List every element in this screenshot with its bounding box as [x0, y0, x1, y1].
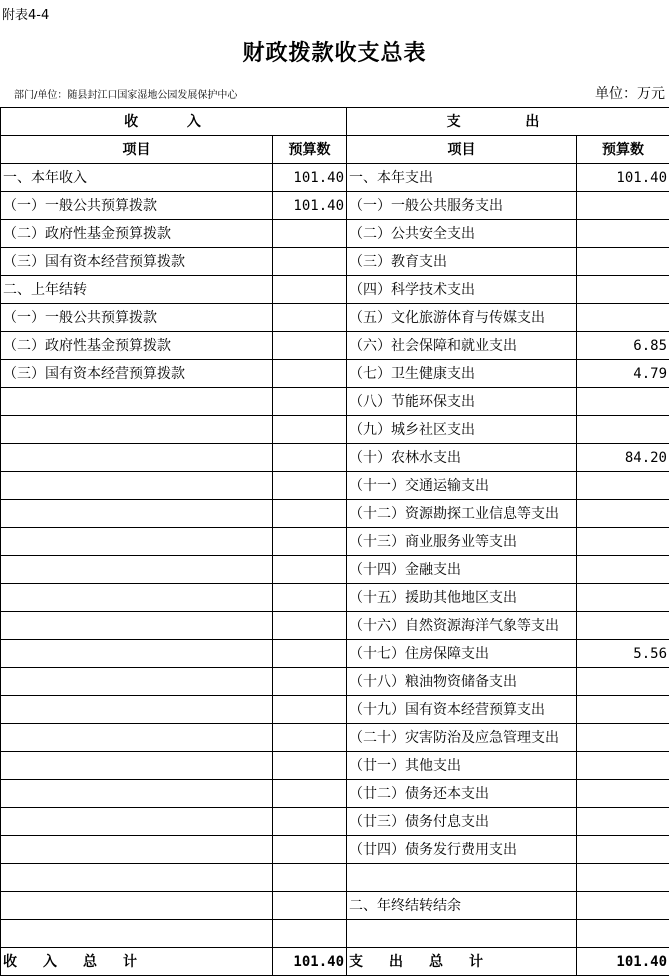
- expense-item-cell: [347, 920, 577, 948]
- income-item-cell: [1, 584, 273, 612]
- expense-item-cell: （一）一般公共服务支出: [347, 192, 577, 220]
- expense-amount-cell: [577, 892, 669, 920]
- income-total-label: 收入总计: [1, 948, 273, 976]
- income-item-cell: （二）政府性基金预算拨款: [1, 332, 273, 360]
- income-item-cell: [1, 696, 273, 724]
- income-item-cell: [1, 668, 273, 696]
- income-item-header: 项目: [1, 136, 273, 164]
- expense-amount-cell: [577, 276, 669, 304]
- income-amount-cell: [273, 220, 347, 248]
- income-item-cell: （三）国有资本经营预算拨款: [1, 248, 273, 276]
- expense-amount-cell: [577, 752, 669, 780]
- table-row: [1, 416, 669, 444]
- table-row: [1, 192, 669, 220]
- expense-amount-cell: 101.40: [577, 164, 669, 192]
- income-item-cell: （一）一般公共预算拨款: [1, 192, 273, 220]
- table-row: [1, 528, 669, 556]
- unit-label: 单位：万元: [595, 83, 665, 103]
- expense-amount-cell: [577, 528, 669, 556]
- table-row: [1, 444, 669, 472]
- table-row: [1, 780, 669, 808]
- expense-item-cell: （十一）交通运输支出: [347, 472, 577, 500]
- section-header-row: [1, 108, 669, 136]
- expense-item-cell: （十三）商业服务业等支出: [347, 528, 577, 556]
- income-item-cell: （一）一般公共预算拨款: [1, 304, 273, 332]
- income-amount-cell: [273, 836, 347, 864]
- expense-amount-cell: 6.85: [577, 332, 669, 360]
- income-amount-cell: [273, 248, 347, 276]
- expense-item-cell: （十五）援助其他地区支出: [347, 584, 577, 612]
- income-item-cell: [1, 920, 273, 948]
- page-title: 财政拨款收支总表: [0, 36, 669, 67]
- income-amount-cell: [273, 668, 347, 696]
- table-row: [1, 248, 669, 276]
- budget-table: [0, 107, 669, 976]
- income-item-cell: [1, 640, 273, 668]
- expense-item-cell: （十八）粮油物资储备支出: [347, 668, 577, 696]
- table-row: [1, 640, 669, 668]
- income-amount-cell: [273, 808, 347, 836]
- expense-amount-cell: [577, 612, 669, 640]
- income-amount-cell: [273, 892, 347, 920]
- expense-item-cell: （二十）灾害防治及应急管理支出: [347, 724, 577, 752]
- income-item-cell: [1, 892, 273, 920]
- table-row: [1, 612, 669, 640]
- income-amount-cell: [273, 724, 347, 752]
- expense-item-cell: （十四）金融支出: [347, 556, 577, 584]
- table-row: [1, 276, 669, 304]
- expense-item-cell: 二、年终结转结余: [347, 892, 577, 920]
- table-row: [1, 360, 669, 388]
- income-amount-cell: [273, 416, 347, 444]
- income-amount-cell: [273, 780, 347, 808]
- table-row: [1, 864, 669, 892]
- expense-amount-cell: [577, 304, 669, 332]
- expense-amount-cell: 4.79: [577, 360, 669, 388]
- table-row: [1, 304, 669, 332]
- table-row: [1, 892, 669, 920]
- income-item-cell: [1, 500, 273, 528]
- income-item-cell: [1, 724, 273, 752]
- totals-row: [1, 948, 669, 976]
- income-item-cell: [1, 752, 273, 780]
- income-amount-cell: [273, 276, 347, 304]
- income-amount-cell: [273, 500, 347, 528]
- expense-item-cell: （十七）住房保障支出: [347, 640, 577, 668]
- table-row: [1, 920, 669, 948]
- expense-amount-cell: [577, 500, 669, 528]
- income-amount-cell: [273, 304, 347, 332]
- income-header: 收 入: [1, 108, 347, 136]
- income-amount-cell: [273, 612, 347, 640]
- expense-amount-cell: [577, 472, 669, 500]
- expense-item-cell: （十二）资源勘探工业信息等支出: [347, 500, 577, 528]
- expense-item-cell: （八）节能环保支出: [347, 388, 577, 416]
- expense-amount-cell: [577, 388, 669, 416]
- expense-item-cell: （廿一）其他支出: [347, 752, 577, 780]
- expense-amount-cell: [577, 696, 669, 724]
- income-item-cell: [1, 528, 273, 556]
- table-row: [1, 696, 669, 724]
- expense-item-cell: （十九）国有资本经营预算支出: [347, 696, 577, 724]
- expense-amount-cell: 5.56: [577, 640, 669, 668]
- expense-amount-cell: [577, 584, 669, 612]
- income-item-cell: [1, 836, 273, 864]
- expense-amount-cell: [577, 836, 669, 864]
- expense-amount-cell: [577, 248, 669, 276]
- income-item-cell: [1, 780, 273, 808]
- expense-item-cell: （二）公共安全支出: [347, 220, 577, 248]
- income-amount-cell: [273, 528, 347, 556]
- table-row: [1, 164, 669, 192]
- income-item-cell: 一、本年收入: [1, 164, 273, 192]
- income-amount-cell: [273, 332, 347, 360]
- expense-item-cell: （九）城乡社区支出: [347, 416, 577, 444]
- income-item-cell: 二、上年结转: [1, 276, 273, 304]
- income-amount-cell: [273, 584, 347, 612]
- table-row: [1, 808, 669, 836]
- expense-amount-cell: [577, 780, 669, 808]
- income-item-cell: [1, 808, 273, 836]
- expense-amount-cell: [577, 556, 669, 584]
- income-amount-cell: 101.40: [273, 192, 347, 220]
- column-header-row: [1, 136, 669, 164]
- income-item-cell: [1, 612, 273, 640]
- expense-amount-cell: [577, 220, 669, 248]
- income-amount-cell: [273, 696, 347, 724]
- expense-amount-cell: [577, 668, 669, 696]
- income-amount-cell: [273, 444, 347, 472]
- income-budget-header: 预算数: [273, 136, 347, 164]
- table-row: [1, 836, 669, 864]
- table-row: [1, 668, 669, 696]
- income-item-cell: [1, 864, 273, 892]
- expense-item-cell: （十）农林水支出: [347, 444, 577, 472]
- table-row: [1, 472, 669, 500]
- expense-item-cell: （廿三）债务付息支出: [347, 808, 577, 836]
- expense-item-cell: （三）教育支出: [347, 248, 577, 276]
- expense-budget-header: 预算数: [577, 136, 669, 164]
- expense-item-cell: （廿四）债务发行费用支出: [347, 836, 577, 864]
- expense-total-amount: 101.40: [577, 948, 669, 976]
- expense-amount-cell: [577, 192, 669, 220]
- expense-header: 支 出: [347, 108, 669, 136]
- income-item-cell: [1, 444, 273, 472]
- income-amount-cell: [273, 920, 347, 948]
- department-label: 部门/单位：随县封江口国家湿地公园发展保护中心: [14, 86, 237, 101]
- expense-item-cell: （十六）自然资源海洋气象等支出: [347, 612, 577, 640]
- table-row: [1, 220, 669, 248]
- income-amount-cell: [273, 556, 347, 584]
- table-row: [1, 724, 669, 752]
- income-item-cell: （二）政府性基金预算拨款: [1, 220, 273, 248]
- table-row: [1, 332, 669, 360]
- expense-item-header: 项目: [347, 136, 577, 164]
- expense-amount-cell: [577, 724, 669, 752]
- expense-amount-cell: [577, 920, 669, 948]
- expense-item-cell: （四）科学技术支出: [347, 276, 577, 304]
- expense-amount-cell: [577, 864, 669, 892]
- income-amount-cell: [273, 752, 347, 780]
- expense-amount-cell: [577, 808, 669, 836]
- expense-total-label: 支出总计: [347, 948, 577, 976]
- table-row: [1, 556, 669, 584]
- income-item-cell: （三）国有资本经营预算拨款: [1, 360, 273, 388]
- income-item-cell: [1, 388, 273, 416]
- income-amount-cell: 101.40: [273, 164, 347, 192]
- expense-item-cell: （廿二）债务还本支出: [347, 780, 577, 808]
- income-total-amount: 101.40: [273, 948, 347, 976]
- income-amount-cell: [273, 864, 347, 892]
- table-row: [1, 388, 669, 416]
- income-item-cell: [1, 472, 273, 500]
- expense-item-cell: 一、本年支出: [347, 164, 577, 192]
- expense-item-cell: （六）社会保障和就业支出: [347, 332, 577, 360]
- income-amount-cell: [273, 640, 347, 668]
- expense-item-cell: （五）文化旅游体育与传媒支出: [347, 304, 577, 332]
- expense-amount-cell: [577, 416, 669, 444]
- table-row: [1, 584, 669, 612]
- income-amount-cell: [273, 360, 347, 388]
- expense-amount-cell: 84.20: [577, 444, 669, 472]
- expense-item-cell: [347, 864, 577, 892]
- income-item-cell: [1, 416, 273, 444]
- income-item-cell: [1, 556, 273, 584]
- attachment-label: 附表4-4: [2, 4, 49, 23]
- expense-item-cell: （七）卫生健康支出: [347, 360, 577, 388]
- table-row: [1, 752, 669, 780]
- income-amount-cell: [273, 388, 347, 416]
- table-row: [1, 500, 669, 528]
- income-amount-cell: [273, 472, 347, 500]
